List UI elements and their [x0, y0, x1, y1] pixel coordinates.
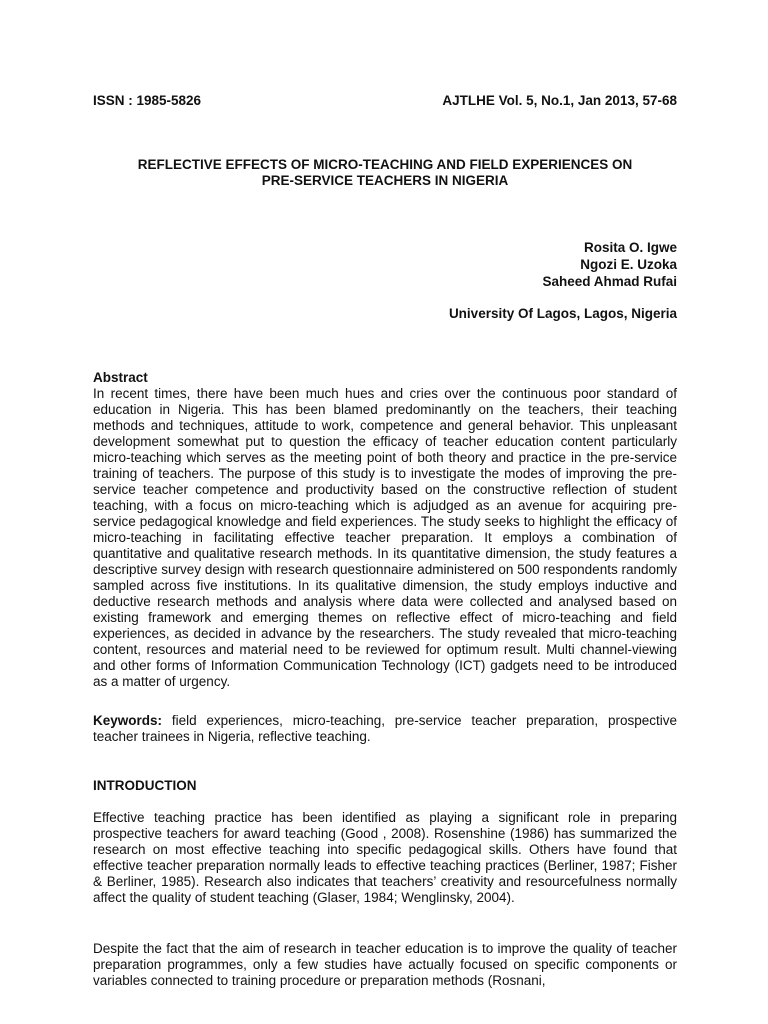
- issn-number: ISSN : 1985-5826: [93, 93, 202, 108]
- introduction-paragraph-2: Despite the fact that the aim of research in teacher education is to improve the quality of teacher preparation programmes, only a few studies have actually focused on specific components or variables connected to training procedure or preparation methods (Rosnani,: [93, 941, 677, 988]
- title-line-2: PRE-SERVICE TEACHERS IN NIGERIA: [261, 173, 509, 188]
- author-affiliation: University Of Lagos, Lagos, Nigeria: [448, 306, 677, 321]
- keywords-label: Keywords:: [93, 713, 163, 728]
- introduction-paragraph-1: Effective teaching practice has been identified as playing a significant role in preparing prospective teachers for award teaching (Good , 2008). Rosenshine (1986) has summarized the research on most effective teaching into specific pedagogical skills. Others have found that effective teacher preparation normally leads to effective teaching practices (Berliner, 1987; Fisher & Berliner, 1985). Research also indicates that teachers’ creativity and resourcefulness normally affect the quality of student teaching (Glaser, 1984; Wenglinsky, 2004).: [93, 810, 677, 905]
- paper-title: [93, 157, 677, 189]
- abstract-body: In recent times, there have been much hues and cries over the continuous poor standard of education in Nigeria. This has been blamed predominantly on the teachers, their teaching methods and techniques, attitude to work, competence and general behavior. This unpleasant development somewhat put to question the efficacy of teacher education content particularly micro-teaching which serves as the meeting point of both theory and practice in the pre-service training of teachers. The purpose of this study is to investigate the modes of improving the pre-service teacher competence and productivity based on the constructive reflection of student teaching, with a focus on micro-teaching which is adjudged as an avenue for acquiring pre-service pedagogical knowledge and field experiences. The study seeks to highlight the efficacy of micro-teaching in facilitating effective teacher preparation. It employs a combination of quantitative and qualitative research methods. In its quantitative dimension, the study features a descriptive survey design with research questionnaire administered on 500 respondents randomly sampled across five institutions. In its qualitative dimension, the study employs inductive and deductive research methods and analysis where data were collected and analysed based on existing framework and emerging themes on reflective effect of micro-teaching and field experiences, as decided in advance by the researchers. The study revealed that micro-teaching content, resources and material need to be reviewed for optimum result. Multi channel-viewing and other forms of Information Communication Technology (ICT) gadgets need to be introduced as a matter of urgency.: [93, 386, 677, 689]
- author-name: Saheed Ahmad Rufai: [542, 274, 677, 289]
- section-heading-introduction: INTRODUCTION: [93, 778, 197, 793]
- author-name: Rosita O. Igwe: [583, 240, 677, 255]
- journal-citation: AJTLHE Vol. 5, No.1, Jan 2013, 57-68: [442, 93, 677, 108]
- author-list: [542, 239, 677, 290]
- title-line-1: REFLECTIVE EFFECTS OF MICRO-TEACHING AND FIELD EXPERIENCES ON: [137, 157, 633, 172]
- keywords-text: field experiences, micro-teaching, pre-service teacher preparation, prospective teacher trainees in Nigeria, reflective teaching.: [93, 713, 677, 744]
- author-name: Ngozi E. Uzoka: [580, 257, 677, 272]
- document-page: [93, 0, 677, 1024]
- keywords-paragraph: [93, 713, 677, 745]
- abstract-heading: Abstract: [93, 370, 148, 385]
